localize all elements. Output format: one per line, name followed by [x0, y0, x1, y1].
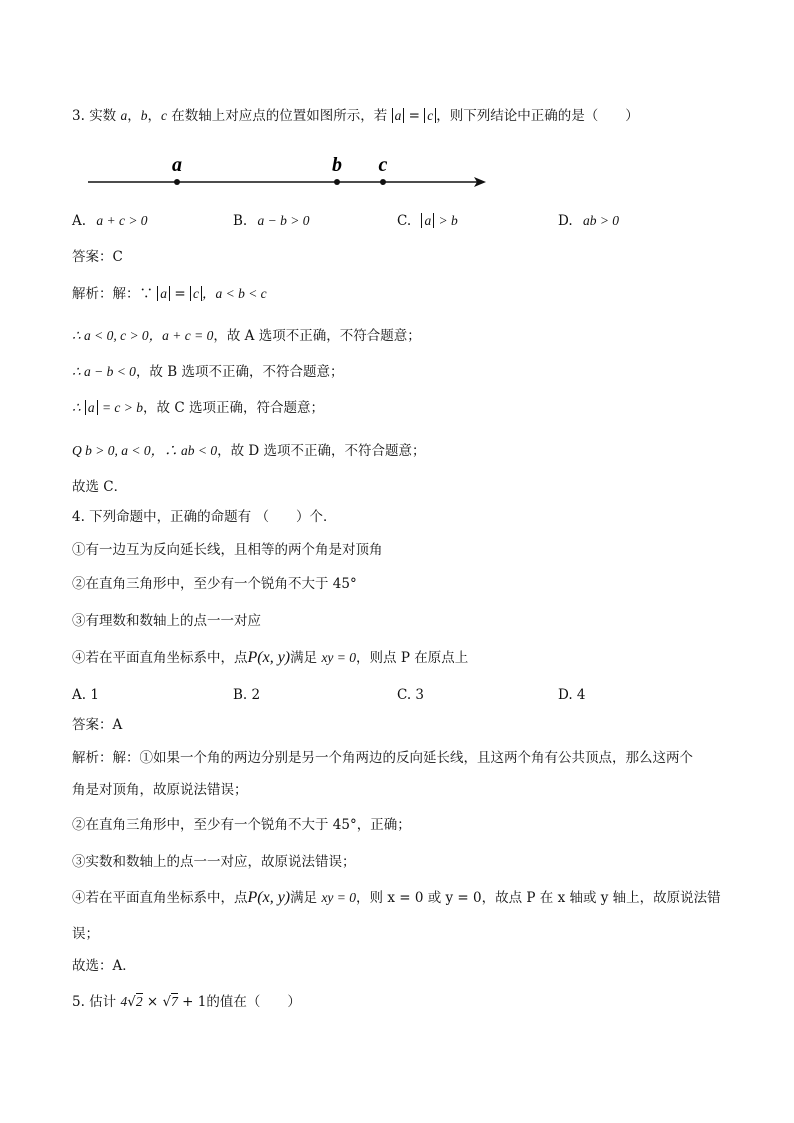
var-a: a — [120, 108, 128, 123]
option-expr: > b — [438, 213, 458, 228]
abs-a: a — [392, 108, 405, 123]
q5-times: × — [142, 994, 163, 1010]
q4-option-b: B. 2 — [233, 687, 261, 703]
point-b — [334, 179, 340, 185]
q5-stem — [72, 992, 301, 1012]
number-line-svg — [86, 150, 496, 195]
q4-option-a: A. 1 — [72, 687, 99, 703]
abs-c: c — [190, 286, 202, 301]
analysis-prefix: 解析：解：∵ — [72, 286, 153, 302]
line3-text: ，故 C 选项正确，符合题意； — [143, 400, 324, 416]
q4-statement-2: ②在直角三角形中，至少有一个锐角不大于 45° — [72, 576, 357, 592]
abs-a: a — [421, 213, 434, 228]
line1-text: ，故 A 选项不正确，不符合题意； — [213, 328, 421, 344]
q5-radicand-7: 7 — [171, 994, 178, 1009]
q3-number: 3. — [72, 108, 85, 124]
q5-post: 的值在（ ） — [206, 994, 301, 1010]
line4-text: ，故 D 选项不正确，不符合题意； — [217, 443, 426, 459]
q3-option-d — [558, 211, 619, 231]
line3-pre: ∴ — [72, 400, 81, 415]
q4-analysis-4 — [72, 888, 721, 908]
option-letter: B. — [233, 213, 248, 229]
q4-stem: 4. 下列命题中，正确的命题有 （ ）个． — [72, 509, 337, 525]
q3-answer: 答案：C — [72, 249, 123, 265]
option-letter: A. — [72, 213, 87, 229]
q4-statement-3: ③有理数和数轴上的点一一对应 — [72, 613, 261, 629]
a4-point: P(x, y) — [247, 889, 291, 906]
point-a — [174, 179, 180, 185]
q5-pre: 5. 估计 — [72, 994, 117, 1010]
q4-answer: 答案：A — [72, 717, 123, 733]
analysis-after: ，a < b < c — [201, 286, 267, 301]
s4-point: P(x, y) — [247, 649, 291, 666]
a4-rest: ，则 x = 0 或 y = 0，故点 P 在 x 轴或 y 轴上，故原说法错 — [356, 890, 721, 906]
line4-expr: Q b > 0, a < 0，∴ ab < 0 — [72, 443, 218, 458]
q4-analysis-1b: 角是对顶角，故原说法错误； — [72, 782, 248, 798]
q3-stem-text-1: 实数 — [89, 108, 117, 124]
q3-conclusion: 故选 C． — [72, 479, 128, 495]
q3-analysis-line1 — [72, 326, 421, 346]
q5-plus: + 1 — [177, 994, 207, 1010]
a4-eq: xy = 0 — [321, 890, 357, 905]
q4-option-c: C. 3 — [397, 687, 425, 703]
s4-pre: ④若在平面直角坐标系中，点 — [72, 650, 248, 666]
comma: ， — [127, 108, 141, 124]
q4-conclusion: 故选：A． — [72, 958, 136, 974]
s4-mid: 满足 — [290, 650, 318, 666]
var-c: c — [160, 108, 167, 123]
abs-a: a — [85, 400, 98, 415]
var-b: b — [140, 108, 148, 123]
q3-stem: 3. 实数 a，b，c 在数轴上对应点的位置如图所示，若 a = c ，则下列结论中正确的是（ ） — [72, 108, 639, 124]
q4-statement-4 — [72, 648, 468, 668]
sqrt-icon: √ — [127, 994, 136, 1010]
q4-analysis-1: 解析：解：①如果一个角的两边分别是另一个角两边的反向延长线，且这两个角有公共顶点，那么这两个 — [72, 750, 693, 766]
s4-eq: xy = 0 — [321, 650, 357, 665]
s4-post: ，则点 P 在原点上 — [356, 650, 469, 666]
a4-pre: ④若在平面直角坐标系中，点 — [72, 890, 248, 906]
abs-c: c — [424, 108, 436, 123]
label-c: c — [378, 154, 388, 176]
q5-radicand-2: 2 — [135, 994, 143, 1009]
number-line — [86, 150, 496, 195]
q3-analysis-line0: 解析：解：∵ a = c ，a < b < c — [72, 286, 267, 302]
q4-analysis-4b: 误； — [72, 926, 99, 942]
q3-option-c — [397, 211, 458, 231]
q3-analysis-line4 — [72, 441, 426, 461]
label-b: b — [332, 154, 342, 176]
option-letter: C. — [397, 213, 412, 229]
q3-stem-text-2: 在数轴上对应点的位置如图所示，若 — [171, 108, 388, 124]
q4-option-d: D. 4 — [558, 687, 586, 703]
line2-text: ，故 B 选项不正确，不符合题意； — [135, 364, 344, 380]
q3-stem-text-3: ，则下列结论中正确的是（ ） — [436, 108, 639, 124]
line2-expr: ∴ a − b < 0 — [72, 364, 136, 379]
a4-mid: 满足 — [290, 890, 318, 906]
line1-expr: ∴ a < 0, c > 0，a + c = 0 — [72, 328, 214, 343]
q3-option-b — [233, 211, 310, 231]
q3-analysis-line3 — [72, 398, 324, 418]
abs-a: a — [157, 286, 170, 301]
option-expr: ab > 0 — [582, 213, 620, 228]
q5-coef: 4 — [120, 994, 128, 1009]
line3-expr: = c > b — [101, 400, 144, 415]
q3-analysis-line2 — [72, 362, 343, 382]
q4-analysis-3: ③实数和数轴上的点一一对应，故原说法错误； — [72, 854, 356, 870]
q4-statement-1: ①有一边互为反向延长线，且相等的两个角是对顶角 — [72, 542, 383, 558]
point-c — [380, 179, 386, 185]
comma: ， — [147, 108, 161, 124]
option-letter: D. — [558, 213, 573, 229]
sqrt-icon: √ — [162, 994, 172, 1010]
q4-analysis-2: ②在直角三角形中，至少有一个锐角不大于 45°，正确； — [72, 817, 411, 833]
label-a: a — [172, 154, 182, 176]
q3-option-a — [72, 211, 148, 231]
option-expr: a + c > 0 — [96, 213, 148, 228]
option-expr: a − b > 0 — [257, 213, 310, 228]
